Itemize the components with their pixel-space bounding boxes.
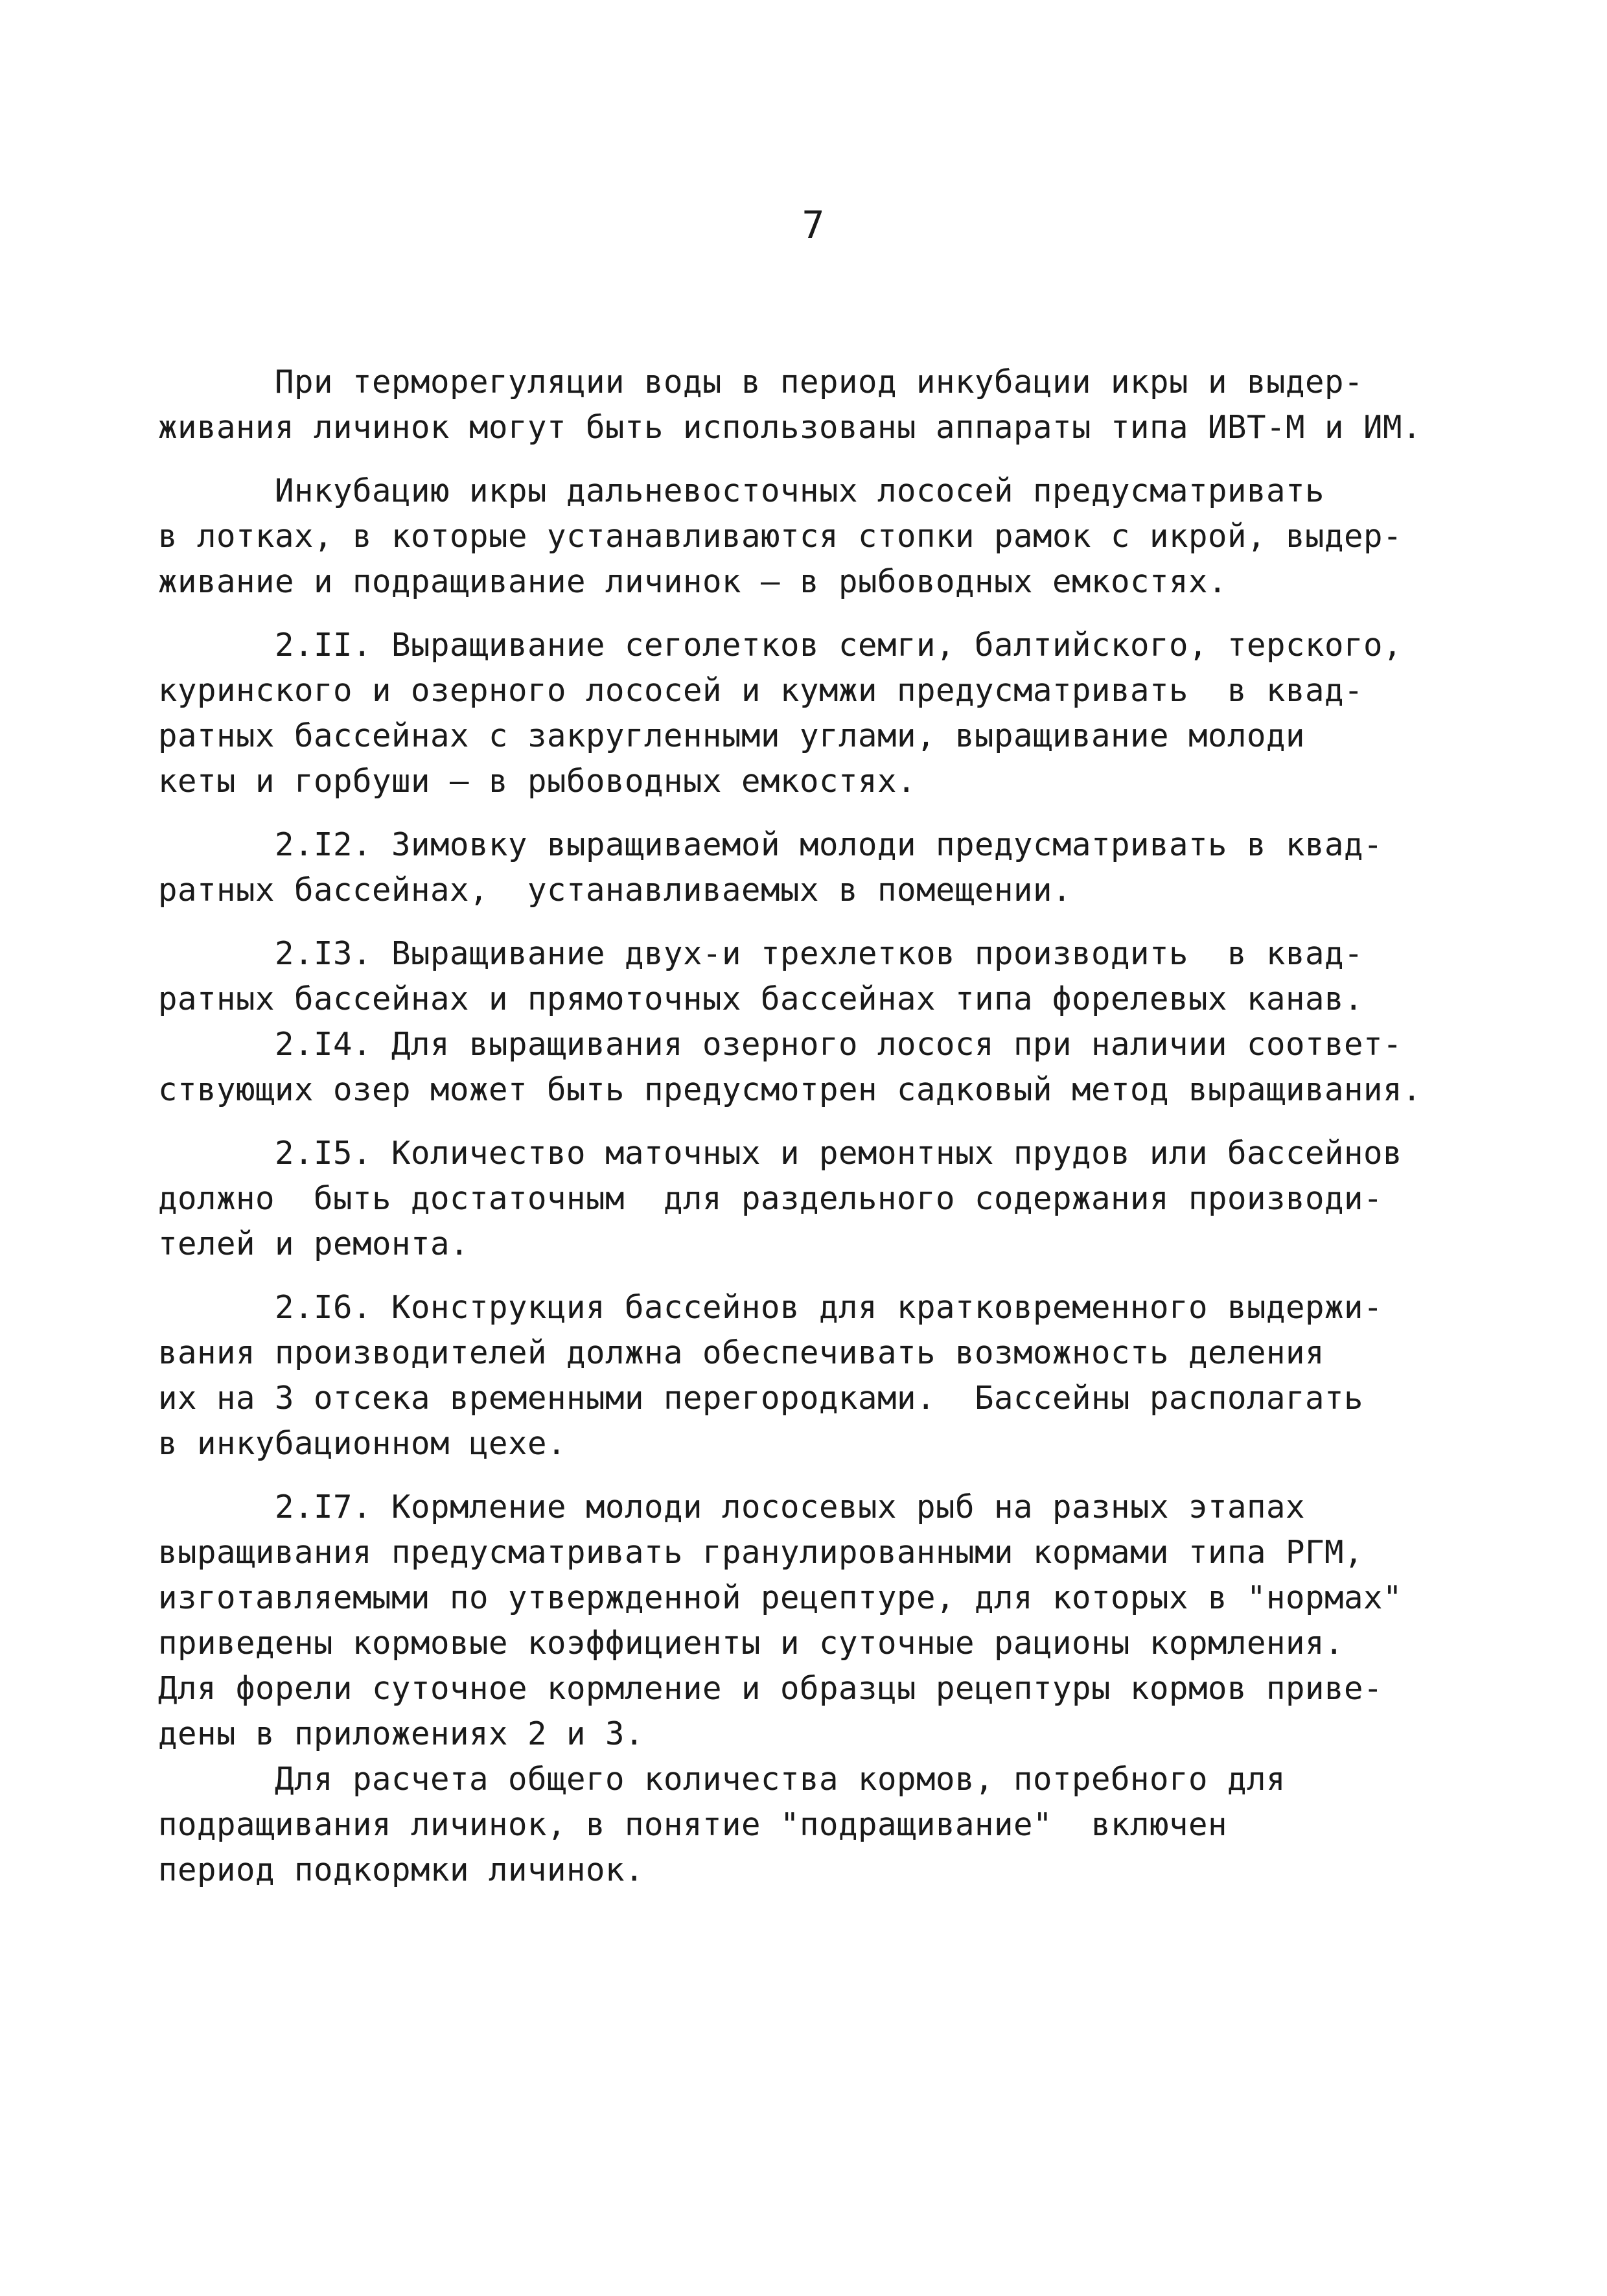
text-line: подращивания личинок, в понятие "подращивание" включен	[158, 1806, 1228, 1843]
paragraph-thermoregulation	[158, 360, 1474, 450]
text-line: Инкубацию икры дальневосточных лососей предусматривать	[275, 472, 1325, 509]
text-line: их на 3 отсека временными перегородками. Бассейны располагать	[158, 1380, 1364, 1417]
paragraph-2-17	[158, 1485, 1474, 1757]
text-line: 2.I3. Выращивание двух-и трехлетков производить в квад-	[275, 935, 1364, 972]
text-line: 2.I6. Конструкция бассейнов для кратковременного выдержи-	[275, 1289, 1383, 1326]
text-line: Для расчета общего количества кормов, потребного для	[275, 1761, 1286, 1798]
paragraph-incubation-far-east	[158, 469, 1474, 605]
text-line: 2.I7. Кормление молоди лососевых рыб на разных этапах	[275, 1489, 1306, 1525]
text-line: приведены кормовые коэффициенты и суточные рационы кормления.	[158, 1625, 1345, 1662]
text-line: 2.I5. Количество маточных и ремонтных прудов или бассейнов	[275, 1135, 1403, 1172]
paragraph-2-13	[158, 931, 1474, 1022]
text-line: дены в приложениях 2 и 3.	[158, 1715, 645, 1752]
paragraph-2-15	[158, 1131, 1474, 1267]
text-line: живания личинок могут быть использованы аппараты типа ИВТ-М и ИМ.	[158, 409, 1422, 446]
text-line: должно быть достаточным для раздельного содержания производи-	[158, 1180, 1383, 1217]
text-line: кеты и горбуши – в рыбоводных емкостях.	[158, 763, 917, 800]
paragraph-2-12	[158, 822, 1474, 913]
paragraph-2-14	[158, 1022, 1474, 1113]
page-number: 7	[802, 203, 825, 247]
text-line: 2.II. Выращивание сеголетков семги, балтийского, терского,	[275, 627, 1403, 664]
text-line: живание и подращивание личинок – в рыбоводных емкостях.	[158, 563, 1228, 600]
paragraph-2-16	[158, 1285, 1474, 1467]
text-line: 2.I4. Для выращивания озерного лосося при наличии соответ-	[275, 1026, 1403, 1063]
text-line: 2.I2. Зимовку выращиваемой молоди предусматривать в квад-	[275, 826, 1383, 863]
text-line: ствующих озер может быть предусмотрен садковый метод выращивания.	[158, 1071, 1422, 1108]
text-line: ратных бассейнах и прямоточных бассейнах типа форелевых канав.	[158, 980, 1364, 1017]
text-line: выращивания предусматривать гранулированными кормами типа РГМ,	[158, 1534, 1364, 1571]
text-line: телей и ремонта.	[158, 1225, 470, 1262]
document-body	[158, 360, 1474, 1911]
text-line: При терморегуляции воды в период инкубации икры и выдер-	[275, 364, 1364, 400]
text-line: ратных бассейнах с закругленными углами, выращивание молоди	[158, 717, 1306, 754]
text-line: вания производителей должна обеспечивать возможность деления	[158, 1334, 1325, 1371]
text-line: изготавляемыми по утвержденной рецептуре, для которых в "нормах"	[158, 1579, 1403, 1616]
text-line: ратных бассейнах, устанавливаемых в помещении.	[158, 872, 1072, 909]
paragraph-feed-calculation	[158, 1757, 1474, 1893]
text-line: в инкубационном цехе.	[158, 1425, 567, 1462]
text-line: Для форели суточное кормление и образцы рецептуры кормов приве-	[158, 1670, 1383, 1707]
text-line: куринского и озерного лососей и кумжи предусматривать в квад-	[158, 672, 1364, 709]
text-line: период подкормки личинок.	[158, 1851, 645, 1888]
text-line: в лотках, в которые устанавливаются стопки рамок с икрой, выдер-	[158, 518, 1403, 555]
paragraph-2-11	[158, 623, 1474, 804]
